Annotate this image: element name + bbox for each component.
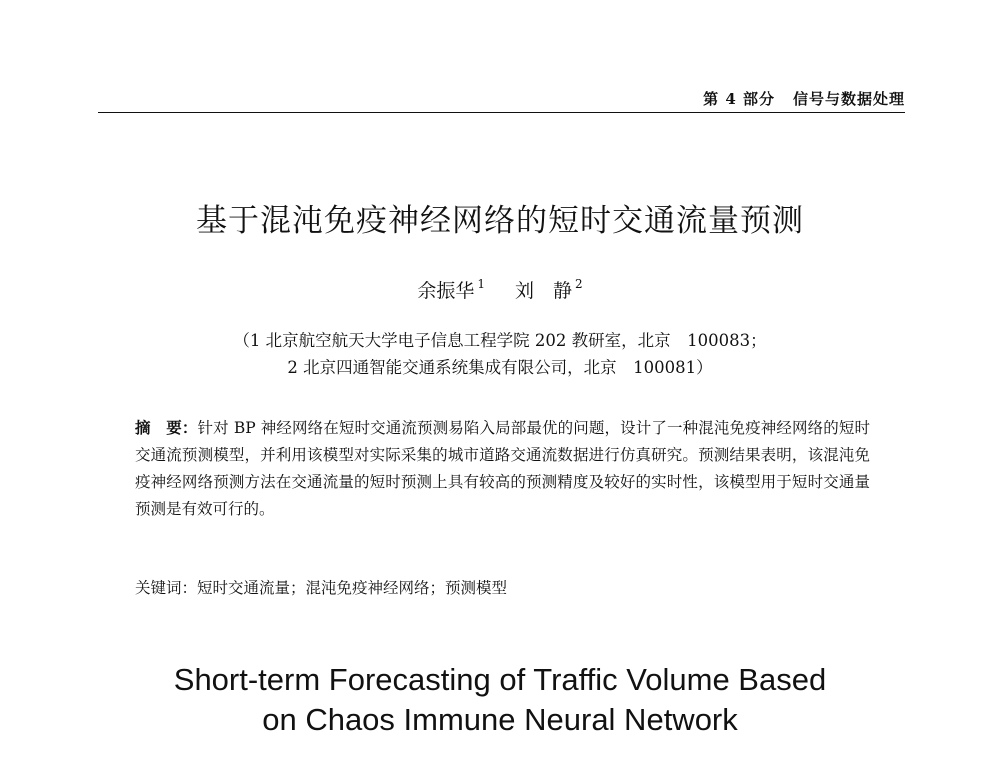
running-head-section: 信号与数据处理 (792, 90, 905, 108)
keywords-label: 关键词： (135, 579, 198, 597)
header-rule (98, 112, 905, 113)
affiliations (0, 327, 1000, 381)
author-line (0, 276, 1000, 303)
abstract (135, 414, 870, 523)
title-en-line: Short-term Forecasting of Traffic Volume Based (173, 662, 827, 697)
keywords-text: 短时交通流量；混沌免疫神经网络；预测模型 (197, 579, 508, 597)
keywords (135, 575, 870, 602)
abstract-text: 针对 BP 神经网络在短时交通流预测易陷入局部最优的问题，设计了一种混沌免疫神经网络的短时交通流预测模型，并利用该模型对实际采集的城市道路交通流数据进行仿真研究。预测结果表明，该混沌免疫神经网络预测方法在交通流量的短时预测上具有较高的预测精度及较好的实时性，该模型用于短时交通量预测是有效可行的。 (135, 419, 870, 518)
affiliation-line: （1 北京航空航天大学电子信息工程学院 202 教研室，北京 100083； (233, 331, 767, 350)
title-en-line: on Chaos Immune Neural Network (262, 702, 738, 737)
author-name: 刘 静 (515, 280, 573, 302)
author-name: 余振华 (417, 280, 475, 302)
paper-title-chinese: 基于混沌免疫神经网络的短时交通流量预测 (196, 203, 804, 239)
running-head (703, 88, 905, 109)
running-head-part: 第 4 部分 (703, 90, 775, 108)
affiliation-line: 2 北京四通智能交通系统集成有限公司，北京 100081） (287, 358, 713, 377)
abstract-label: 摘 要： (135, 418, 198, 437)
author-affil-marker: 2 (575, 276, 583, 291)
paper-title-english (0, 660, 1000, 740)
author-affil-marker: 1 (477, 276, 485, 291)
